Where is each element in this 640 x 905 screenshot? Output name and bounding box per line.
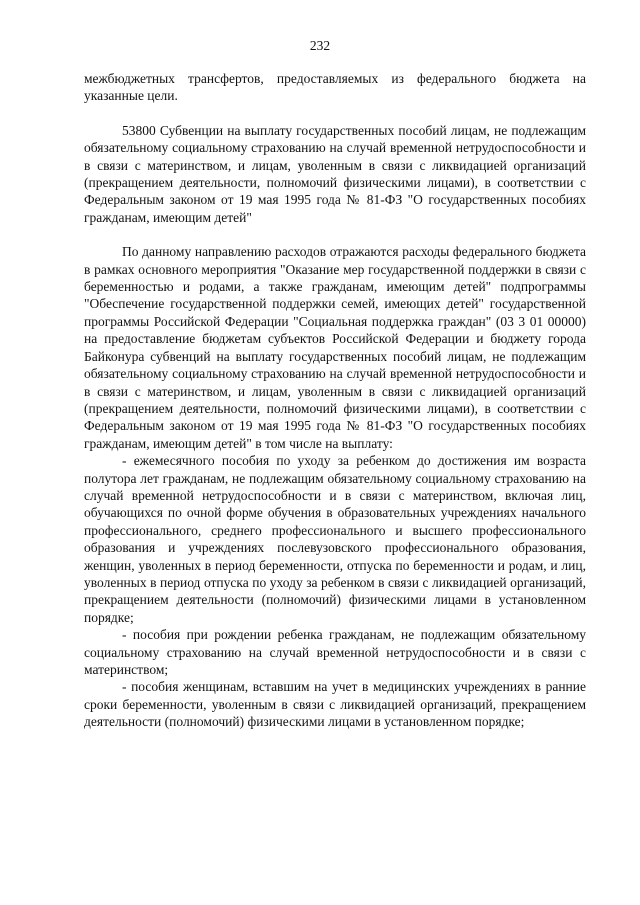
paragraph-direction-description: По данному направлению расходов отражаются расходы федерального бюджета в рамках основного мероприятия "Оказание мер государственной поддержки в связи с беременностью и родами, а также гражданам, имеющим детей" подпрограммы "Обеспечение государственной поддержки семей, имеющих детей" государственной программы Российской Федерации "Социальная поддержка граждан" (03 3 01 00000) на предоставление бюджетам субъектов Российской Федерации и бюджету города Байконура субвенций на выплату государственных пособий лицам, не подлежащим обязательному социальному страхованию на случай временной нетрудоспособности и в связи с материнством, и лицам, уволенным в связи с ликвидацией организаций (прекращением деятельности, полномочий физическими лицами), в соответствии с Федеральным законом от 19 мая 1995 года № 81-ФЗ "О государственных пособиях гражданам, имеющим детей" в том числе на выплату: [84,244,586,451]
document-body [84,70,586,731]
list-item-early-registration: - пособия женщинам, вставшим на учет в медицинских учреждениях в ранние сроки беременности, уволенным в связи с ликвидацией организаций, прекращением деятельности (полномочий) физическими лицами в установленном порядке; [84,679,586,730]
page-number: 232 [309,38,331,53]
paragraph-intro-continuation: межбюджетных трансфертов, предоставляемых из федерального бюджета на указанные цели. [84,71,586,104]
list-item-birth-allowance: - пособия при рождении ребенка гражданам, не подлежащим обязательному социальному страхованию на случай временной нетрудоспособности и в связи с материнством; [84,627,586,677]
paragraph-code-53800-heading: 53800 Субвенции на выплату государственных пособий лицам, не подлежащим обязательному социальному страхованию на случай временной нетрудоспособности и в связи с материнством, и лицам, уволенным в связи с ликвидацией организаций (прекращением деятельности, полномочий физическими лицами), в соответствии с Федеральным законом от 19 мая 1995 года № 81-ФЗ "О государственных пособиях гражданам, имеющим детей" [84,122,586,225]
list-item-monthly-allowance: - ежемесячного пособия по уходу за ребенком до достижения им возраста полутора лет гражданам, не подлежащим обязательному социальному страхованию на случай временной нетрудоспособности и в связи с материнством, включая лиц, обучающихся по очной форме обучения в образовательных учреждениях начального профессионального, среднего профессионального и высшего профессионального образования и учреждениях послевузовского профессионального образования, женщин, уволенных в период беременности, отпуска по беременности и родам, и лиц, уволенных в период отпуска по уходу за ребенком в связи с ликвидацией организаций, прекращением деятельности (полномочий) физическими лицами в установленном порядке; [84,453,586,625]
